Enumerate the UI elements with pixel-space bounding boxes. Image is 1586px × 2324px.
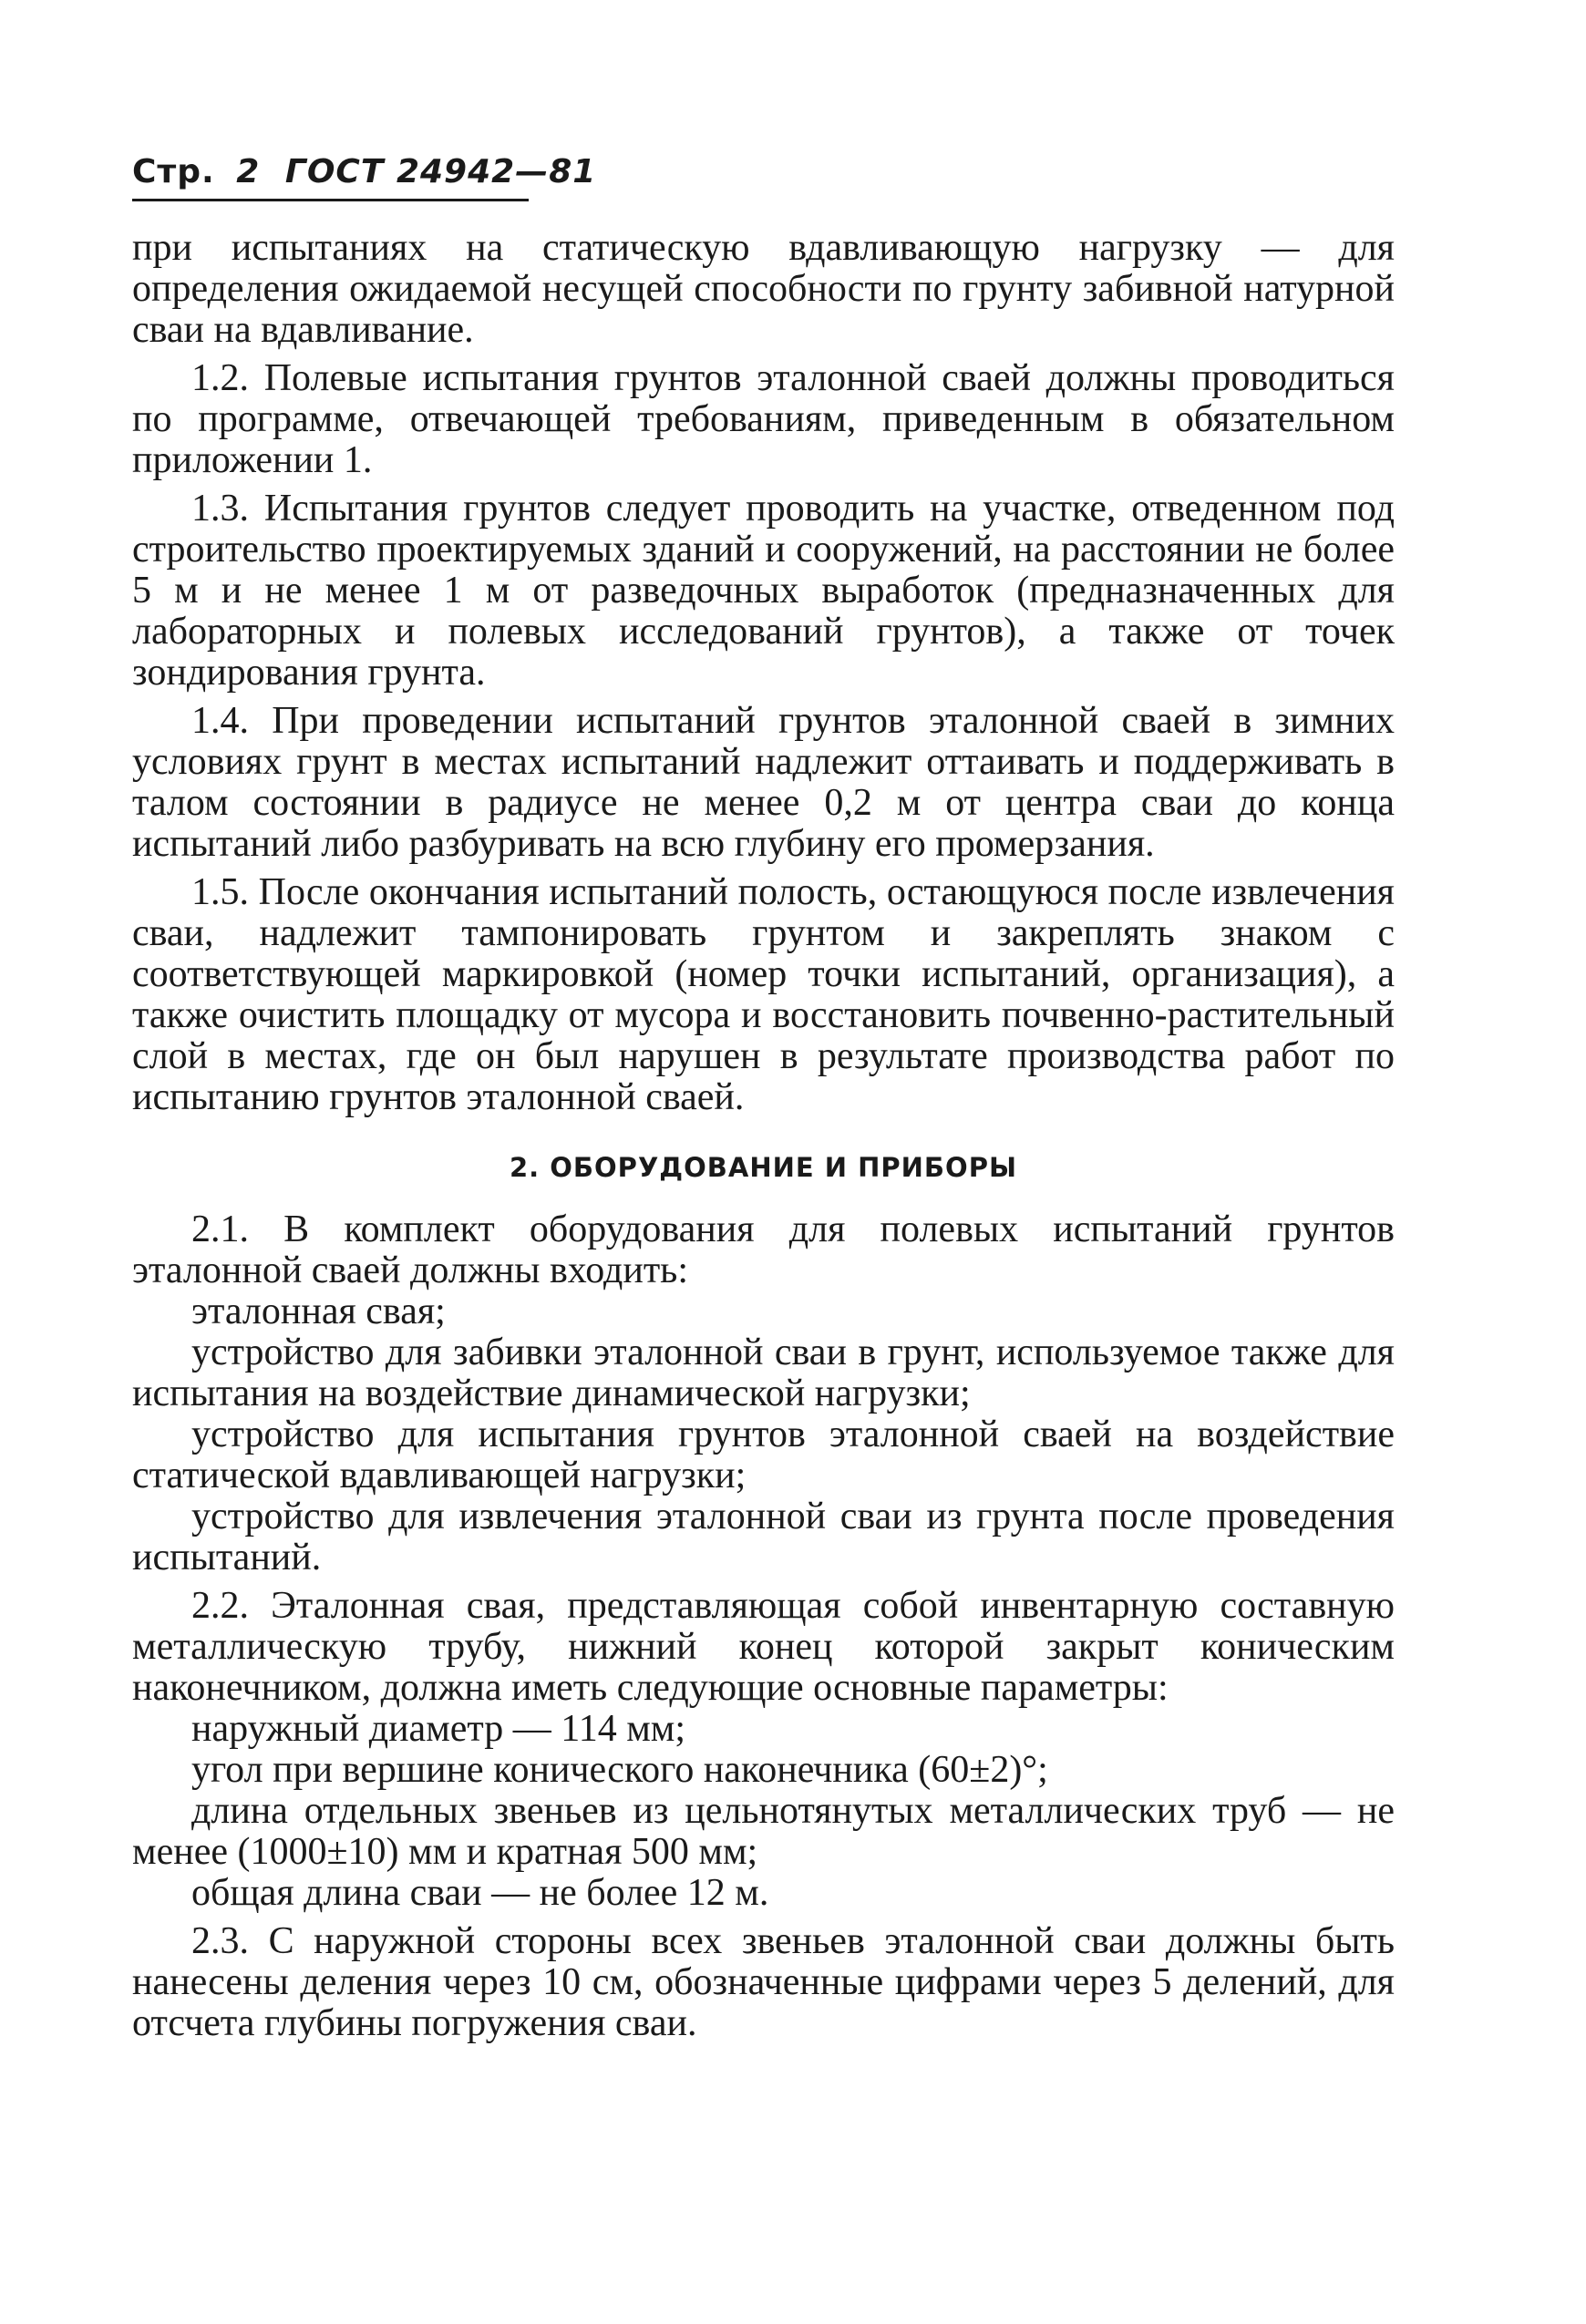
document-body <box>132 228 1395 2044</box>
list-item: общая длина сваи — не более 12 м. <box>191 1872 769 1914</box>
paragraph-1-4: 1.4. При проведении испытаний грунтов эталонной сваей в зимних условиях грунт в местах испытаний надлежит оттаивать и поддерживать в талом состоянии в радиусе не менее 0,2 м от центра сваи до конца испытаний либо разбуривать на всю глубину его промерзания. <box>132 700 1395 865</box>
page-label: Стр. <box>132 153 215 190</box>
list-item: угол при вершине конического наконечника (60±2)°; <box>191 1749 1048 1791</box>
paragraph-1-5: 1.5. После окончания испытаний полость, остающуюся после извлечения сваи, надлежит тампонировать грунтом и закреплять знаком с соответствующей маркировкой (номер точки испытаний, организация), а также очистить площадку от мусора и восстановить почвенно-растительный слой в местах, где он был нарушен в результате производства работ по испытанию грунтов эталонной сваей. <box>132 871 1395 1118</box>
page-number: 2 <box>236 153 261 190</box>
list-item: устройство для извлечения эталонной сваи из грунта после проведения испытаний. <box>132 1496 1395 1578</box>
paragraph-2-2: 2.2. Эталонная свая, представляющая собой инвентарную составную металлическую трубу, нижний конец которой закрыт коническим наконечником, должна иметь следующие основные параметры: <box>132 1585 1395 1709</box>
section-heading: 2. ОБОРУДОВАНИЕ И ПРИБОРЫ <box>509 1152 1017 1183</box>
header-rule <box>132 199 529 201</box>
list-item: устройство для испытания грунтов эталонной сваей на воздействие статической вдавливающей нагрузки; <box>132 1414 1395 1496</box>
paragraph-1-3: 1.3. Испытания грунтов следует проводить на участке, отведенном под строительство проектируемых зданий и сооружений, на расстоянии не более 5 м и не менее 1 м от разведочных выработок (предназначенных для лабораторных и полевых исследований грунтов), а также от точек зондирования грунта. <box>132 488 1395 694</box>
list-item: длина отдельных звеньев из цельнотянутых металлических труб — не менее (1000±10) мм и кратная 500 мм; <box>132 1790 1395 1873</box>
paragraph-2-1: 2.1. В комплект оборудования для полевых испытаний грунтов эталонной сваей должны входить: <box>132 1208 1395 1291</box>
list-item: эталонная свая; <box>191 1291 446 1332</box>
page-header <box>132 153 596 190</box>
list-item: наружный диаметр — 114 мм; <box>191 1708 686 1750</box>
list-item: устройство для забивки эталонной сваи в грунт, используемое также для испытания на воздействие динамической нагрузки; <box>132 1332 1395 1414</box>
paragraph-2-3: 2.3. С наружной стороны всех звеньев эталонной сваи должны быть нанесены деления через 10 см, обозначенные цифрами через 5 делений, для отсчета глубины погружения сваи. <box>132 1920 1395 2044</box>
document-code: ГОСТ 24942—81 <box>284 153 597 190</box>
paragraph-continuation: при испытаниях на статическую вдавливающую нагрузку — для определения ожидаемой несущей способности по грунту забивной натурной сваи на вдавливание. <box>132 227 1395 351</box>
paragraph-1-2: 1.2. Полевые испытания грунтов эталонной сваей должны проводиться по программе, отвечающей требованиям, приведенным в обязательном приложении 1. <box>132 357 1395 481</box>
